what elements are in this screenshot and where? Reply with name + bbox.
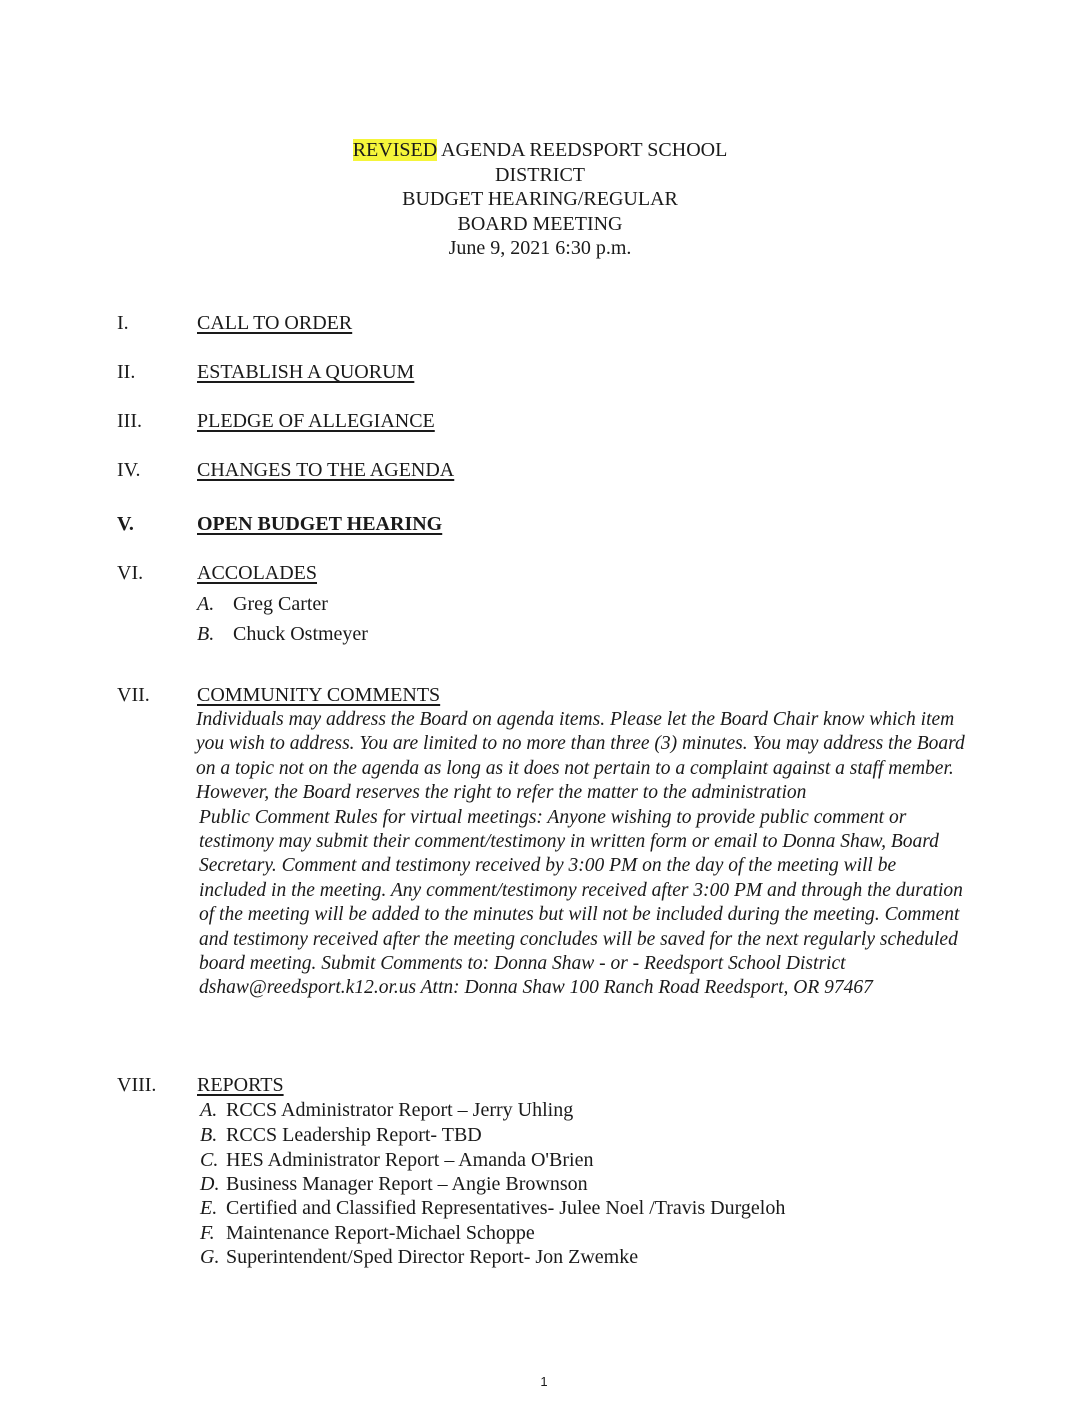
item-text: HES Administrator Report – Amanda O'Brien xyxy=(226,1149,594,1171)
community-comments-text xyxy=(196,708,966,1001)
item-letter: B. xyxy=(200,1124,218,1146)
section-title: COMMUNITY COMMENTS xyxy=(197,684,441,706)
list-item xyxy=(200,1124,482,1147)
section-title: ESTABLISH A QUORUM xyxy=(197,361,415,383)
section-title: CALL TO ORDER xyxy=(197,312,353,334)
page-number: 1 xyxy=(540,1374,548,1389)
section-number: IV. xyxy=(117,459,141,481)
item-text: Chuck Ostmeyer xyxy=(233,623,368,645)
revised-highlight: REVISED xyxy=(352,139,438,161)
item-letter: E. xyxy=(200,1197,218,1219)
section-number: I. xyxy=(117,312,129,334)
section-number: VII. xyxy=(117,684,150,706)
section-number: II. xyxy=(117,361,136,383)
comments-paragraph-1: Individuals may address the Board on agenda items. Please let the Board Chair know which item you wish to address. You are limited to no more than three (3) minutes. You may address the Board on a topic not on the agenda as long as it does not pertain to a complaint against a staff member. However, the Board reserves the right to refer the matter to the administration xyxy=(196,709,965,804)
item-text: Greg Carter xyxy=(233,593,328,615)
item-text: Maintenance Report-Michael Schoppe xyxy=(226,1222,535,1244)
header-line-3: BUDGET HEARING/REGULAR xyxy=(402,188,678,210)
item-letter: C. xyxy=(200,1149,219,1171)
item-letter: F. xyxy=(200,1222,215,1244)
item-text: Superintendent/Sped Director Report- Jon Zwemke xyxy=(226,1246,639,1268)
list-item xyxy=(200,1149,593,1172)
header-line-1-rest: AGENDA REEDSPORT SCHOOL xyxy=(437,139,728,161)
section-title: OPEN BUDGET HEARING xyxy=(197,513,443,535)
section-title: REPORTS xyxy=(197,1074,284,1096)
item-text: RCCS Leadership Report- TBD xyxy=(226,1124,482,1146)
list-item xyxy=(200,1197,785,1220)
section-title: ACCOLADES xyxy=(197,562,318,584)
list-item xyxy=(200,1099,573,1122)
list-item xyxy=(200,1222,535,1245)
item-text: Business Manager Report – Angie Brownson xyxy=(226,1173,588,1195)
list-item xyxy=(200,1173,588,1196)
section-number: V. xyxy=(117,513,134,535)
header-line-2: DISTRICT xyxy=(495,163,585,186)
agenda-header xyxy=(300,138,780,261)
list-item xyxy=(197,623,368,646)
item-letter: D. xyxy=(200,1173,220,1195)
list-item xyxy=(200,1246,638,1269)
item-text: Certified and Classified Representatives- Julee Noel /Travis Durgeloh xyxy=(226,1197,786,1219)
item-letter: A. xyxy=(200,1099,218,1121)
section-number: VIII. xyxy=(117,1074,157,1096)
meeting-date: June 9, 2021 6:30 p.m. xyxy=(448,237,632,259)
header-line-4: BOARD MEETING xyxy=(457,212,623,235)
section-title: CHANGES TO THE AGENDA xyxy=(197,459,455,481)
public-comment-rules: Public Comment Rules for virtual meetings: Anyone wishing to provide public comment or testimony may submit their comment/testimony in written form or email to Donna Shaw, Board Secretary. Comment and testimony received by 3:00 PM on the day of the meeting will be included in the meeting. Any comment/testimony received after 3:00 PM and through the duration of the meeting will be added to the minutes but will not be included during the meeting. Comment and testimony received after the meeting concludes will be saved for the next regularly scheduled board meeting. Submit Comments to: Donna Shaw - or - Reedsport School District dshaw@reedsport.k12.or.us Attn: Donna Shaw 100 Ranch Road Reedsport, OR 97467 xyxy=(199,806,963,999)
item-text: RCCS Administrator Report – Jerry Uhling xyxy=(226,1099,574,1121)
item-letter: B. xyxy=(197,623,215,645)
section-number: VI. xyxy=(117,562,144,584)
header-line-1 xyxy=(300,138,780,163)
section-number: III. xyxy=(117,410,142,432)
section-title: PLEDGE OF ALLEGIANCE xyxy=(197,410,435,432)
list-item xyxy=(197,593,328,616)
item-letter: G. xyxy=(200,1246,220,1268)
item-letter: A. xyxy=(197,593,215,615)
